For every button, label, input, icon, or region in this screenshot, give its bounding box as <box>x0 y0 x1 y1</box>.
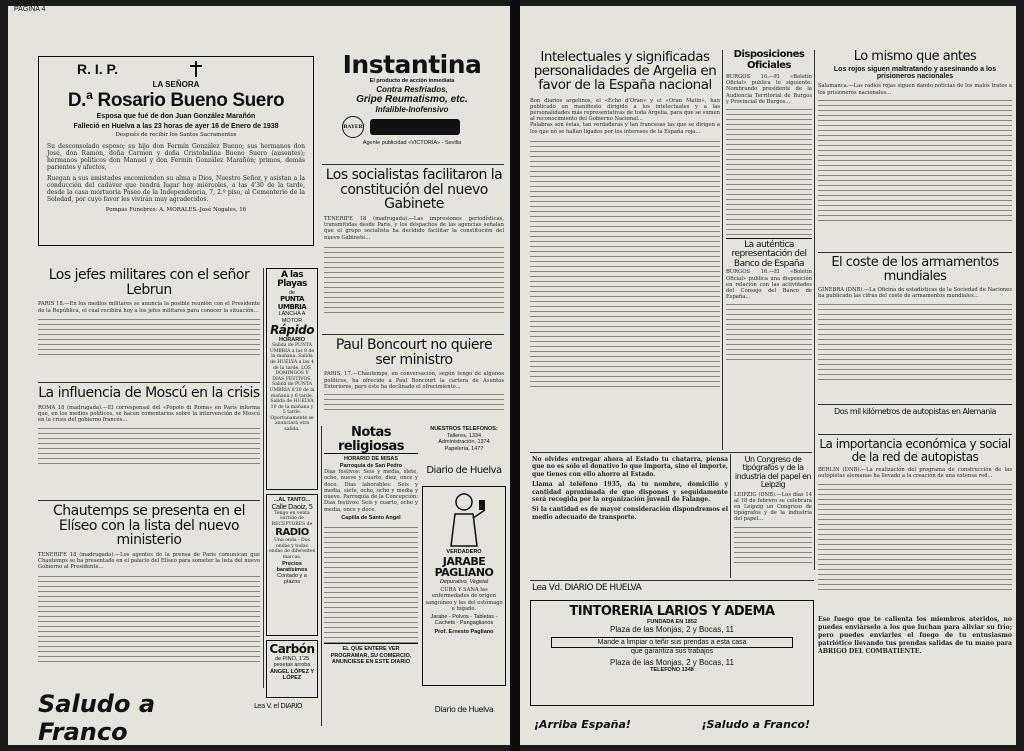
disposiciones-columns <box>726 105 812 235</box>
right-page <box>520 6 1016 745</box>
lea-diario-banner-text: Lea Vd. DIARIO DE HUELVA <box>532 583 642 593</box>
jarabe-text: CURA Y SANA las enfermedades de origen sanguíneo y las del estómago e hígado. <box>425 587 503 612</box>
tintoreria-slogan-1: Mande a limpiar o teñir sus prendas a esta casa <box>551 637 793 648</box>
moscu-columns <box>38 424 260 468</box>
lo-mismo-body: Salamanca.—Las radios rojas siguen dando noticias de los malos tratos a los prisioneros nacionales... <box>818 83 1012 96</box>
chatarra-text: No olvides entregar ahora al Estado tu chatarra, piensa que no es sólo el donativo lo que importa, sino el importe, que tienes con ello ahorro al Estado. <box>532 456 728 478</box>
lo-mismo-subtitle: Los rojos siguen maltratando y asesinando a los prisioneros nacionales <box>833 65 997 80</box>
abrigo-text: Ese fuego que te calienta los miembros ateridos, no puedes enviárselo a los que luchan para aliviar su frío; pero puedes enviarles el fuego de tu entusiasmo patriótico llevando tus prendas salidas de tu mano para ABRIGO DEL COMBATIENTE. <box>818 616 1012 655</box>
page-gutter <box>510 0 520 751</box>
instantina-tagline-3: Gripe Reumatismo, etc. <box>356 93 468 105</box>
tintoreria-address-2: Plaza de las Monjas, 2 y Bocas, 11 <box>610 658 734 668</box>
divider <box>818 404 1012 405</box>
boncourt-body: PARIS, 17.—Chautemps, en conversación, según tengo de algunos políticos, ha ofrecido a Paul Boncourt la cartera de Asuntos Exteriores, pero éste ha declinado el ofrecimiento... <box>324 371 504 390</box>
article-armamentos <box>818 256 1012 402</box>
notas-columns <box>324 523 418 643</box>
disposiciones-title: Disposiciones Oficiales <box>733 49 805 71</box>
jefes-columns <box>38 315 260 359</box>
telefono-item: Talleres, 1334 <box>446 432 482 439</box>
waiter-illustration-icon <box>425 489 503 549</box>
column-rule <box>814 50 815 570</box>
article-socialistas <box>324 168 504 330</box>
right-footer-text: Diario de Huelva <box>434 705 494 714</box>
article-jefes <box>38 268 260 378</box>
playas-name: Rápido <box>270 323 314 338</box>
notas-santo-angel: Capilla de Santo Angel <box>341 514 401 521</box>
tintoreria-title: TINTORERIA LARIOS Y ADEMA <box>569 604 775 619</box>
column-rule <box>321 426 322 726</box>
notas-horario: HORARIO DE MISAS <box>343 456 399 463</box>
banco-body: BURGOS 16.—El «Boletín Oficial» publica una disposición en relación con las actividades del Consejo del Banco de España... <box>726 269 812 301</box>
obituary-name: D.ª Rosario Bueno Suero <box>67 90 285 112</box>
bayer-cross-icon: BAYER <box>342 116 364 138</box>
divider <box>530 452 812 453</box>
moscu-title: La influencia de Moscú en la crisis <box>38 385 260 401</box>
article-moscu <box>38 386 260 496</box>
divider <box>818 252 1012 253</box>
column-rule <box>730 454 731 578</box>
congreso-title: Un Congreso de tipógrafos y de la industria del papel en Leipzig <box>734 455 812 490</box>
jarabe-pagliano-ad <box>422 486 506 686</box>
argelia-body-2: Palabras son éstas, tan verdaderas y tan francesas las que se dirigen a los que no se hallan ligados por los intereses de la España roja... <box>530 122 720 135</box>
banco-columns <box>726 300 812 360</box>
boncourt-columns <box>324 390 504 412</box>
article-boncourt <box>324 338 504 422</box>
jefes-title: Los jefes militares con el señor Lebrun <box>48 267 250 298</box>
chautemps-body: TENERIFE 18 (madrugada).—Los agentes de la prensa de Paris comunican que Chautemps se ha presentado en el palacio del Elíseo para someter la lista del nuevo Gobierno al Presidente... <box>38 552 260 571</box>
al-tanto-address: Calle Daoiz, 5 <box>271 502 313 511</box>
chautemps-title: Chautemps se presenta en el Elíseo con la lista del nuevo ministerio <box>52 503 245 549</box>
al-tanto-radio: RADIO <box>275 526 309 538</box>
jarabe-maker: Prof. Ernesto Pagliano <box>434 628 494 635</box>
abrigo-notice <box>818 616 1012 714</box>
right-footer <box>422 706 506 720</box>
instantina-pill-pack-icon <box>370 119 460 135</box>
al-tanto-ad <box>266 494 318 636</box>
telefono-item: Papelería, 1477 <box>444 445 484 452</box>
chautemps-columns <box>38 572 260 662</box>
instantina-tagline-4: Infalible-Inofensivo <box>375 104 449 114</box>
tintoreria-slogan-2: que garantiza sus trabajos <box>630 648 714 656</box>
rip-text: R. I. P. <box>77 60 118 77</box>
instantina-tagline-2: Contra Resfriados, <box>376 84 448 94</box>
playas-ad <box>266 268 318 490</box>
autopistas-short <box>818 408 1012 432</box>
playas-place: PUNTA UMBRIA <box>277 295 307 311</box>
argelia-body-1: Bon diarios argelinos, el «Echo d'Oran» y el «Oran Matin», han publicado un manifiesto dirigido a los intelectuales y a las personalidades más representativas de toda Argelia, para que se sumen al reconocimiento del Gobierno Nacional... <box>530 97 720 123</box>
obituary-request: Ruegan a sus amistades encomienden su alma a Dios, Nuestro Señor, y asistan a la conducción del cadáver que tendrá lugar hoy miércoles, a las 4'30 de la tarde, desde la casa mortuoria Paseo de la Independencia, 7, 2.º piso, al Cementerio de la Soledad, por cuyo favor les vivirán muy agradecidos. <box>47 174 305 203</box>
notas-footer: EL QUE ENTERE VER PROGRAMAR, SU COMERCIO, ANUNCIESE EN ESTE DIARIO <box>324 643 418 666</box>
saludo-franco-banner <box>38 690 238 746</box>
article-argelia <box>530 50 720 450</box>
playas-horario: HORARIO <box>279 336 305 343</box>
divider <box>818 434 1012 435</box>
socialistas-columns <box>324 243 504 313</box>
al-tanto-price: Precios baratísimos <box>276 560 308 573</box>
column-rule <box>722 50 723 450</box>
obituary-body: Su desconsolado esposo; su hijo don Fermín González Bueno; sus hermanos don José, don Ramón, doña Carmen y doña Cristobalina Bueno Suero (ausentes); hermanos políticos don Manuel y don Fermín González Marañón; primos, demás parientes y afectos, <box>47 142 305 171</box>
article-autopistas <box>818 438 1012 610</box>
tintoreria-phone: TELEFONO 1348 <box>650 667 694 674</box>
tintoreria-founded: FUNDADA EN 1852 <box>647 618 697 625</box>
playas-title: A las Playas <box>277 270 307 290</box>
jarabe-pagliano: PAGLIANO <box>434 566 494 580</box>
article-lo-mismo <box>818 50 1012 250</box>
armamentos-body: GINEBRA (DNB).—La Oficina de estadísticas de la Sociedad de Naciones ha publicado las cifras del coste de armamentos mundiales... <box>818 287 1012 300</box>
autopistas-short-title: Dos mil kilómetros de autopistas en Alemania <box>834 407 996 416</box>
autopistas-columns <box>818 480 1012 590</box>
jarabe-title: JARABE <box>442 554 486 568</box>
playas-motor: LANCHA A MOTOR <box>278 311 306 324</box>
obituary-la-senora: LA SEÑORA <box>152 80 200 89</box>
telefonos-title: NUESTROS TELEFONOS: <box>430 426 498 432</box>
lea-diario-banner <box>532 584 728 598</box>
al-tanto-text: Tengo en venta surtido de RECEPTORES de <box>271 510 313 528</box>
jarabe-verdadero: VERDADERO <box>446 549 482 555</box>
tintoreria-ad <box>530 600 814 706</box>
divider <box>322 334 504 335</box>
chatarra-extra: Si la cantidad es de mayor consideración dispondremos el medio adecuado de transporte. <box>532 506 728 521</box>
article-chautemps <box>38 504 260 684</box>
obituary-spouse: Esposa que fué de don Juan González Marañón <box>96 113 256 121</box>
carbon-seller: ÁNGEL LÓPEZ Y LÓPEZ <box>269 668 315 682</box>
instantina-tagline-1: El producto de acción inmediata <box>369 78 455 85</box>
divider <box>322 164 504 165</box>
lo-mismo-title: Lo mismo que antes <box>853 49 977 64</box>
obituary-date: Falleció en Huelva a las 23 horas de ayer 16 de Enero de 1938 <box>73 122 279 130</box>
saludo-franco-text: ¡Saludo a Franco! <box>701 717 810 731</box>
jarabe-forms: Jarabe - Polvos - Tabletas - Cachets - Pangaglianos <box>430 613 498 627</box>
obituary-box <box>38 56 314 246</box>
banco-title: La auténtica representación del Banco de España <box>726 238 812 269</box>
playas-subtitle: de <box>288 289 296 296</box>
armamentos-title: El coste de los armamentos mundiales <box>831 255 999 284</box>
saludo-franco-text: Saludo a Franco <box>38 690 156 746</box>
lo-mismo-columns <box>818 96 1012 224</box>
jarabe-sub: Depurativo, Vegetal <box>439 578 489 585</box>
argelia-title: Intelectuales y significadas personalidades de Argelia en favor de la España nacional <box>533 49 717 94</box>
al-tanto-text-3: Contado y a plazos <box>277 572 307 585</box>
moscu-body: ROMA 18 (madrugada).—El corresponsal del «Popolo di Roma» en París informa que, en los medios políticos, se hacen comentarios sobre la intervención de Moscú en la crisis del gobierno francés... <box>38 404 260 424</box>
al-tanto-text-2: Una onda - Dos ondas y todas ondas de diferentes marcas. <box>269 538 315 560</box>
argelia-columns <box>530 137 720 387</box>
socialistas-body: TENERIFE 18 (madrugada).—Las impresiones periodísticas, transmitidas desde París, y los despachos de las agencias señalan que el grupo socialista ha decidido facilitar la constitución del nuevo Gabinete... <box>324 216 504 241</box>
left-page <box>8 6 510 745</box>
carbon-title: Carbón <box>269 642 315 656</box>
page-number: PAGINA 4 <box>14 6 46 13</box>
playas-schedule: Salida de PUNTA UMBRIA a las 8 de la mañana. Salida de HUELVA a las 4 de la tarde. LOS DOMINGOS Y DIAS FESTIVOS. Salida de PUNTA UMBRIA 8'30 de la mañana y 6 tarde. Salida de HUELVA 10 de la mañana y 5 tarde. Oportunamente se anunciará otra salida. <box>269 343 315 433</box>
disposiciones <box>726 50 812 450</box>
cross-icon <box>195 61 197 77</box>
divider <box>38 500 260 501</box>
congreso-columns <box>734 523 812 563</box>
instantina-agent: Agente publicidad «VICTORIA» - Sevilla <box>362 139 462 146</box>
socialistas-title: Los socialistas facilitaron la constitución del nuevo Gabinete <box>325 167 503 213</box>
carbon-text: de PINO, 1'25 pesetas arroba <box>273 655 311 669</box>
lea-diario-footer <box>238 703 318 717</box>
boncourt-title: Paul Boncourt no quiere ser ministro <box>335 337 493 368</box>
disposiciones-body: BURGOS 16.—El «Boletín Oficial» publica lo siguiente: Nombrando presidente de la Audiencia Territorial de Burgos y Provincial de Burgos... <box>726 74 812 105</box>
article-congreso <box>734 456 812 578</box>
al-tanto-title: ...AL TANTO... <box>273 497 311 503</box>
bottom-slogans <box>530 714 814 734</box>
chatarra-phone: Llama al teléfono 1935, da tu nombre, domicilio y cantidad aproximada de que dispones y seguidamente será recogida por la organización juvenil de Falange. <box>532 481 728 504</box>
autopistas-title: La importancia económica y social de la red de autopistas <box>819 437 1011 464</box>
autopistas-body: BERLIN (DNB).—La realización del programa de construcción de las autopistas alemanas ha llevado a la creación de una extensa red... <box>818 467 1012 480</box>
chatarra-notice <box>532 456 728 576</box>
carbon-ad <box>266 640 318 698</box>
jefes-body: PARIS 18.—En los medios militares se anuncia la posible reunión con el Presidente de la República, el cual recibirá hoy a los jefes militares para conocer la situación... <box>38 301 260 314</box>
diario-masthead: Diario de Huelva <box>426 465 502 476</box>
notas-body: Días festivos: Seis y media, siete, ocho, nueve y cuarto, diez, once y doce. Días laborables: Seis y media, siete, ocho, ocho y media y nueve. Parroquia de la Concepción: Días festivos: Seis y cuarto, ocho y media, once y doce. <box>324 469 418 513</box>
lea-diario-text: Lea V. el DIARIO <box>253 702 303 710</box>
notas-parroquia: Parroquia de San Pedro <box>339 462 403 469</box>
notas-title: Notas religiosas <box>324 426 418 454</box>
instantina-brand: Instantina <box>342 50 482 79</box>
diario-masthead-box <box>422 466 506 482</box>
divider <box>530 580 814 581</box>
congreso-body: LEIPZIG (DNB).—Los días 14 al 18 de febrero se celebrará en Leipzig un Congreso de tipógrafos y de la industria del papel... <box>734 491 812 523</box>
instantina-ad <box>322 52 502 160</box>
obituary-sacraments: Después de recibir los Santos Sacramentos <box>115 132 237 139</box>
obituary-footer: Pompas Fúnebres: A. MORALES.-José Nogales, 16 <box>105 206 247 213</box>
arriba-espana-text: ¡Arriba España! <box>534 717 631 731</box>
armamentos-columns <box>818 300 1012 380</box>
telefono-item: Administración, 1374 <box>438 439 490 445</box>
tintoreria-address: Plaza de las Monjas, 2 y Bocas, 11 <box>610 625 734 635</box>
telefonos-box <box>422 426 506 466</box>
column-rule <box>263 268 264 688</box>
notas-religiosas <box>324 426 418 716</box>
divider <box>38 382 260 383</box>
